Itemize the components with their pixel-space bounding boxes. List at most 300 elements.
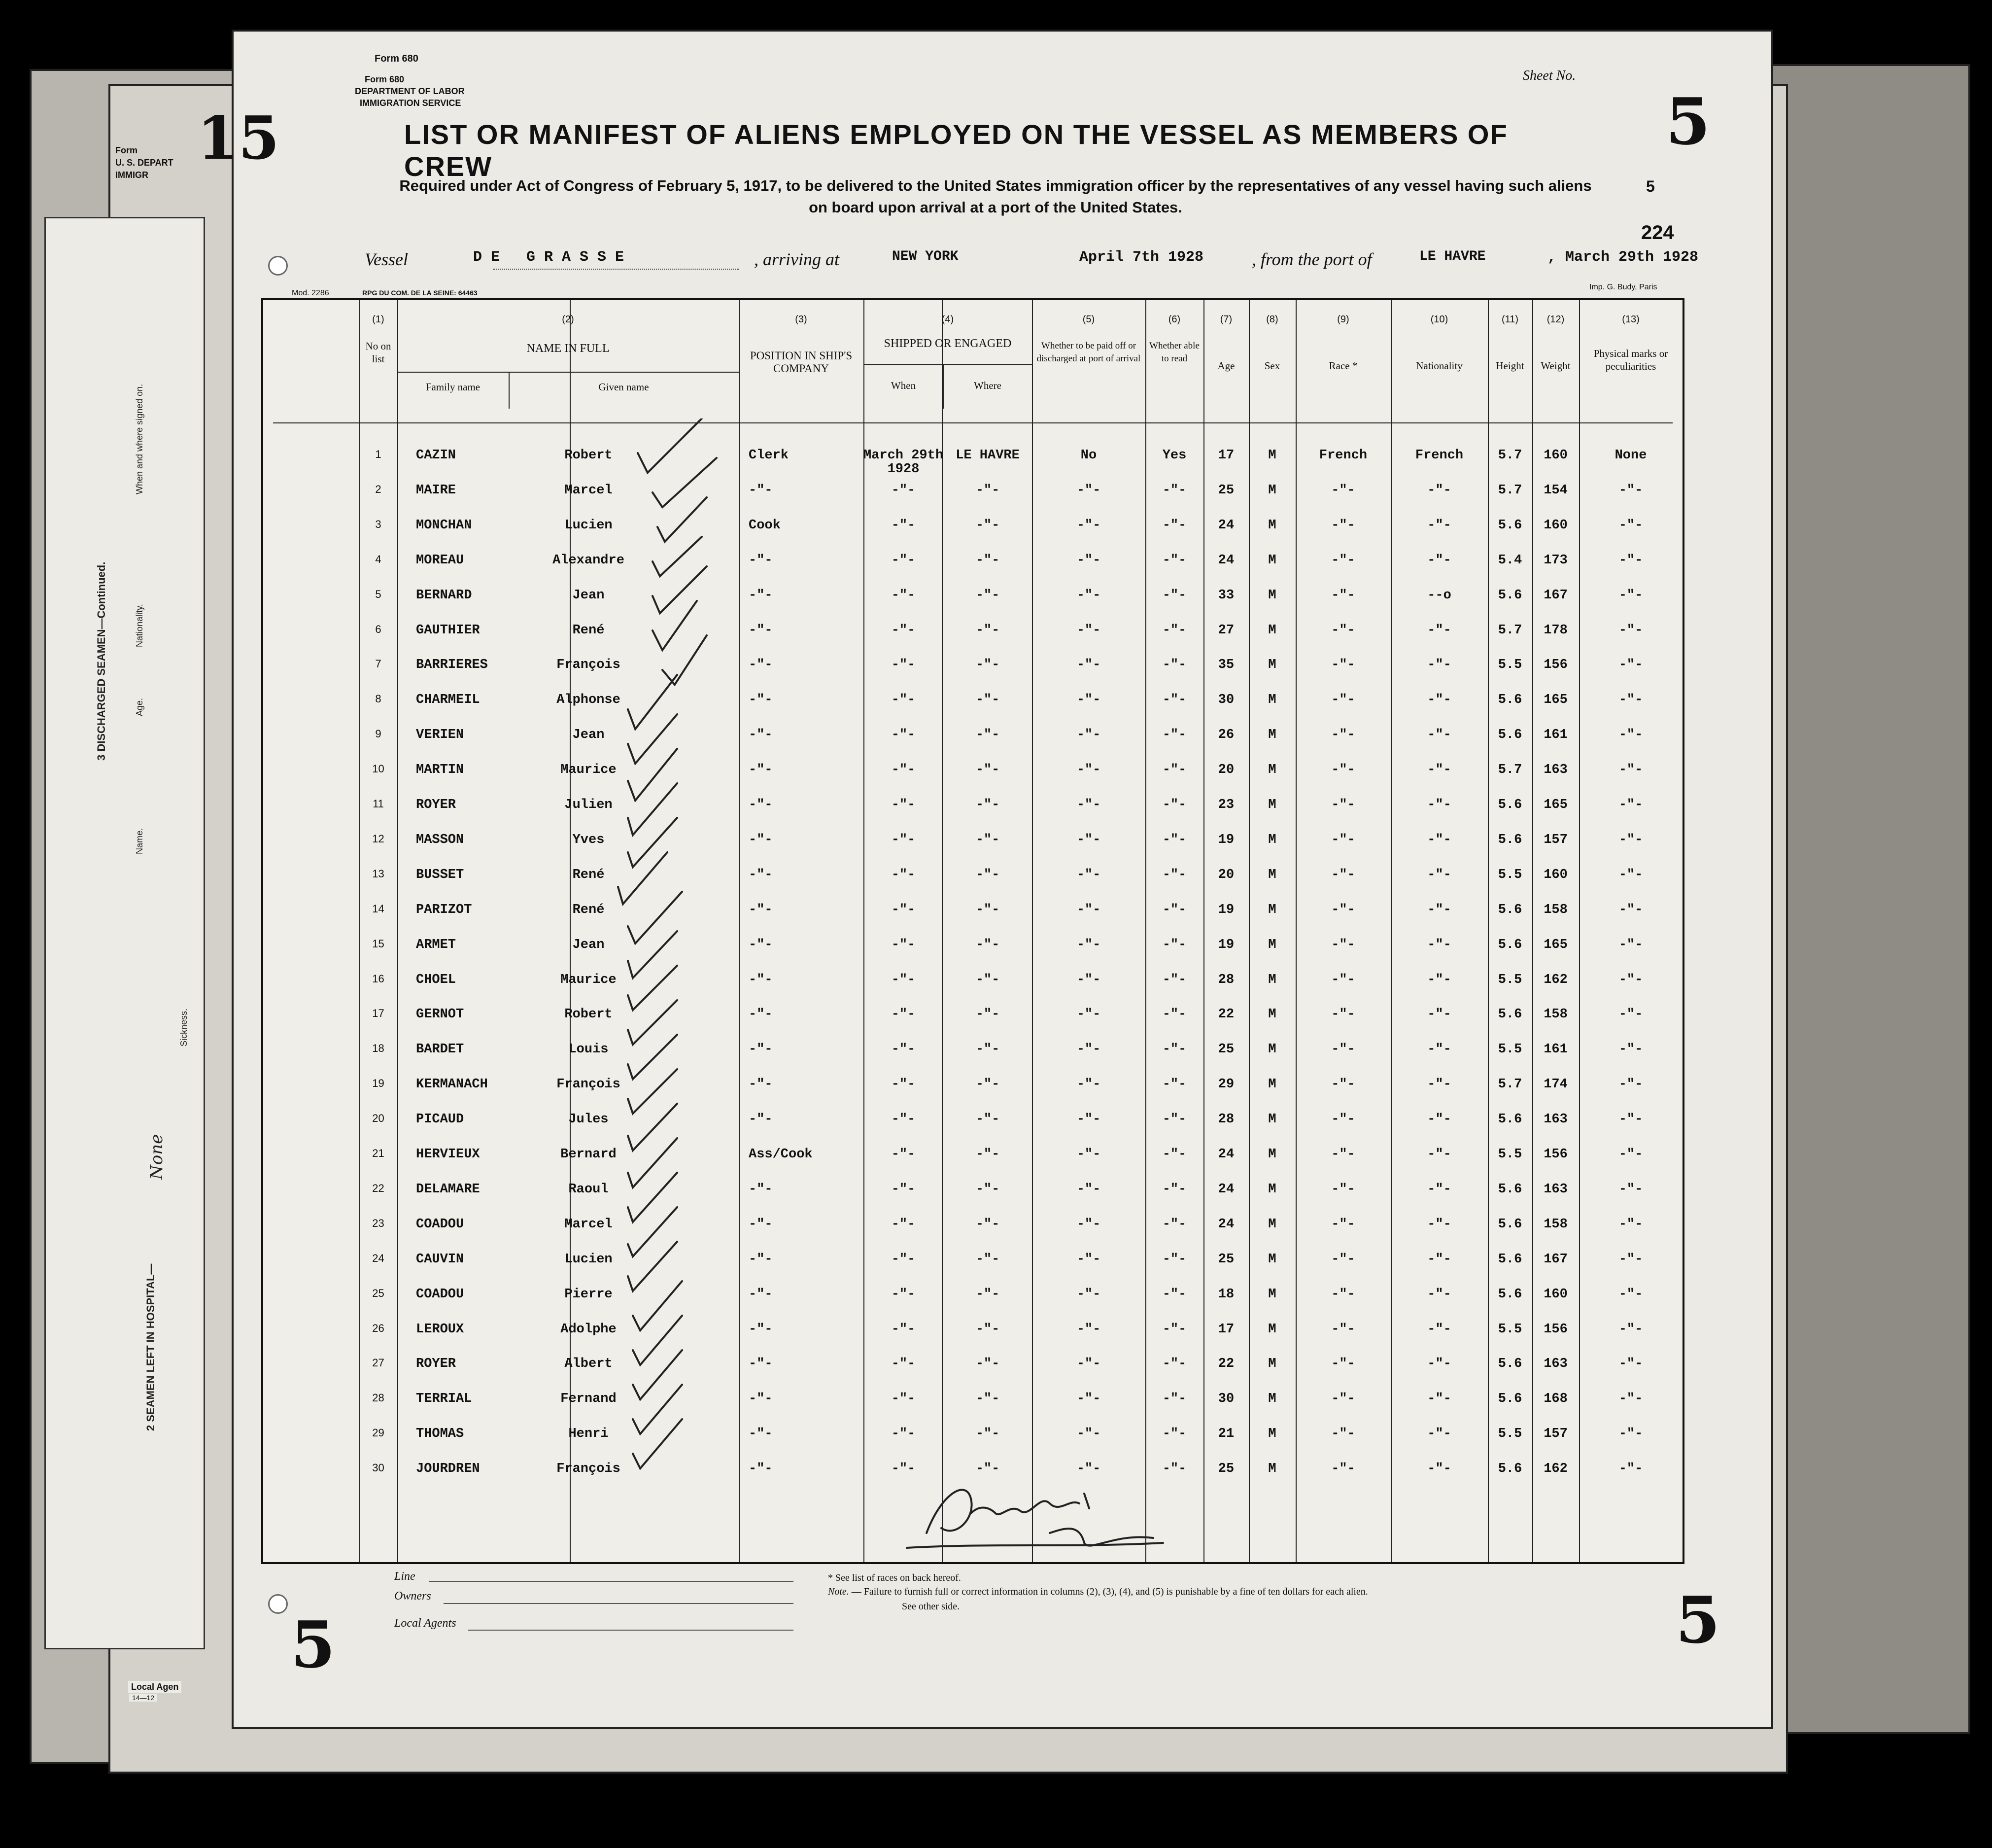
col-head-height: Height — [1496, 360, 1524, 372]
cell-nationality: -"- — [1427, 1112, 1451, 1127]
cell-age: 25 — [1218, 483, 1235, 498]
cell-race: -"- — [1331, 1077, 1355, 1092]
cell-where: -"- — [975, 902, 1000, 917]
cell-age: 29 — [1218, 1077, 1235, 1092]
cell-read: -"- — [1162, 972, 1187, 987]
cell-nationality: -"- — [1427, 1217, 1451, 1232]
cell-height: 5.6 — [1498, 728, 1522, 743]
cell-when: -"- — [891, 728, 916, 743]
cell-read: -"- — [1162, 1357, 1187, 1372]
cell-read: -"- — [1162, 518, 1187, 533]
cell-family: JOURDREN — [416, 1462, 480, 1477]
cell-family: MAIRE — [416, 483, 456, 498]
cell-given: Julien — [564, 798, 613, 812]
cell-marks: -"- — [1618, 1427, 1643, 1442]
cell-position: Clerk — [749, 448, 789, 463]
cell-no: 18 — [372, 1042, 384, 1055]
stamp-number-topleft: 15 — [197, 104, 279, 173]
cell-race: -"- — [1331, 972, 1355, 987]
col-num-5: (5) — [1082, 314, 1095, 325]
cell-nationality: French — [1415, 448, 1464, 463]
cell-sex: M — [1268, 1392, 1276, 1407]
cell-family: CAZIN — [416, 448, 456, 463]
cell-when: -"- — [891, 1322, 916, 1337]
cell-sex: M — [1268, 448, 1276, 463]
cell-no: 15 — [372, 937, 384, 950]
cell-nationality: -"- — [1427, 483, 1451, 498]
cell-given: Jean — [572, 728, 605, 743]
cell-position: -"- — [749, 588, 773, 603]
cell-no: 9 — [375, 728, 381, 740]
cell-marks: -"- — [1618, 1462, 1643, 1477]
cell-where: -"- — [975, 658, 1000, 673]
cell-nationality: -"- — [1427, 1182, 1451, 1197]
cell-where: -"- — [975, 1357, 1000, 1372]
cell-when: -"- — [891, 693, 916, 708]
cell-read: -"- — [1162, 798, 1187, 812]
cell-when: -"- — [891, 623, 916, 638]
races-note: * See list of races on back hereof. — [828, 1572, 961, 1583]
cell-no: 19 — [372, 1077, 384, 1090]
cell-paid: -"- — [1076, 902, 1101, 917]
cell-weight: 165 — [1544, 693, 1568, 708]
cell-marks: -"- — [1618, 588, 1643, 603]
cell-marks: -"- — [1618, 832, 1643, 847]
cell-family: HERVIEUX — [416, 1147, 480, 1162]
cell-race: -"- — [1331, 1392, 1355, 1407]
cell-read: Yes — [1162, 448, 1187, 463]
line-label: Line — [394, 1570, 415, 1583]
col-num-12: (12) — [1546, 314, 1565, 325]
col-head-age: Age — [1217, 360, 1235, 372]
cell-read: -"- — [1162, 693, 1187, 708]
cell-height: 5.4 — [1498, 553, 1522, 568]
penalty-note — [828, 1585, 1368, 1598]
cell-age: 18 — [1218, 1287, 1235, 1302]
cell-when: -"- — [891, 1392, 916, 1407]
cell-where: LE HAVRE — [956, 448, 1020, 463]
cell-family: MONCHAN — [416, 518, 472, 533]
cell-no: 7 — [375, 658, 381, 670]
cell-where: -"- — [975, 972, 1000, 987]
cell-marks: -"- — [1618, 1322, 1643, 1337]
cell-race: -"- — [1331, 1217, 1355, 1232]
col-head-shipped: SHIPPED OR ENGAGED — [884, 337, 1012, 350]
cell-read: -"- — [1162, 763, 1187, 778]
cell-race: -"- — [1331, 483, 1355, 498]
cell-where: -"- — [975, 588, 1000, 603]
cell-paid: -"- — [1076, 1427, 1101, 1442]
cell-marks: -"- — [1618, 693, 1643, 708]
cell-height: 5.5 — [1498, 1322, 1522, 1337]
cell-where: -"- — [975, 518, 1000, 533]
cell-height: 5.6 — [1498, 1287, 1522, 1302]
cell-position: -"- — [749, 798, 773, 812]
cell-weight: 163 — [1544, 1112, 1568, 1127]
cell-family: ARMET — [416, 937, 456, 952]
col-head-read: Whether able to read — [1149, 341, 1200, 364]
cell-read: -"- — [1162, 832, 1187, 847]
cell-family: LEROUX — [416, 1322, 464, 1337]
cell-weight: 161 — [1544, 1042, 1568, 1057]
cell-read: -"- — [1162, 1287, 1187, 1302]
cell-no: 27 — [372, 1357, 384, 1369]
cell-position: -"- — [749, 623, 773, 638]
under-service-label: IMMIGR — [115, 170, 148, 180]
cell-when: -"- — [891, 1252, 916, 1267]
cell-family: ROYER — [416, 798, 456, 812]
cell-given: Marcel — [564, 1217, 613, 1232]
cell-family: BUSSET — [416, 867, 464, 882]
owners-rule — [444, 1603, 793, 1604]
vessel-label: Vessel — [365, 249, 408, 269]
cell-weight: 165 — [1544, 798, 1568, 812]
cell-marks: -"- — [1618, 1147, 1643, 1162]
cell-height: 5.6 — [1498, 1112, 1522, 1127]
cell-given: Albert — [564, 1357, 613, 1372]
departure-date: , March 29th 1928 — [1547, 249, 1699, 266]
cell-age: 24 — [1218, 1147, 1235, 1162]
under-form-label: Form — [115, 145, 137, 155]
cell-when: -"- — [891, 1217, 916, 1232]
cell-nationality: -"- — [1427, 658, 1451, 673]
cell-when: -"- — [891, 832, 916, 847]
cell-position: -"- — [749, 1392, 773, 1407]
cell-nationality: -"- — [1427, 693, 1451, 708]
cell-nationality: -"- — [1427, 1287, 1451, 1302]
cell-position: Ass/Cook — [749, 1147, 813, 1162]
cell-where: -"- — [975, 553, 1000, 568]
col-head-weight: Weight — [1541, 360, 1571, 372]
cell-marks: -"- — [1618, 937, 1643, 952]
cell-where: -"- — [975, 1217, 1000, 1232]
cell-family: GERNOT — [416, 1007, 464, 1022]
cell-no: 30 — [372, 1462, 384, 1474]
cell-read: -"- — [1162, 1112, 1187, 1127]
cell-nationality: -"- — [1427, 518, 1451, 533]
cell-paid: -"- — [1076, 1182, 1101, 1197]
cell-sex: M — [1268, 832, 1276, 847]
cell-nationality: -"- — [1427, 1427, 1451, 1442]
sheet-no-label: Sheet No. — [1523, 68, 1576, 83]
cell-height: 5.6 — [1498, 518, 1522, 533]
cell-age: 25 — [1218, 1462, 1235, 1477]
cell-paid: -"- — [1076, 1217, 1101, 1232]
cell-nationality: -"- — [1427, 972, 1451, 987]
cell-read: -"- — [1162, 1182, 1187, 1197]
cell-read: -"- — [1162, 658, 1187, 673]
cell-sex: M — [1268, 483, 1276, 498]
cell-height: 5.6 — [1498, 902, 1522, 917]
cell-no: 22 — [372, 1182, 384, 1194]
cell-paid: -"- — [1076, 1077, 1101, 1092]
cell-height: 5.5 — [1498, 1147, 1522, 1162]
cell-when: March 29th — [863, 448, 944, 463]
cell-nationality: -"- — [1427, 763, 1451, 778]
cell-nationality: -"- — [1427, 1392, 1451, 1407]
cell-sex: M — [1268, 1217, 1276, 1232]
cell-weight: 163 — [1544, 1357, 1568, 1372]
service-label: IMMIGRATION SERVICE — [360, 98, 461, 108]
cell-height: 5.6 — [1498, 798, 1522, 812]
cell-age: 17 — [1218, 1322, 1235, 1337]
cell-height: 5.5 — [1498, 867, 1522, 882]
cell-position: -"- — [749, 902, 773, 917]
cell-weight: 158 — [1544, 902, 1568, 917]
cell-paid: -"- — [1076, 798, 1101, 812]
cell-race: -"- — [1331, 1007, 1355, 1022]
local-agents-label: Local Agents — [394, 1617, 456, 1630]
cell-when: -"- — [891, 658, 916, 673]
arrival-port: NEW YORK — [892, 249, 959, 264]
cell-given: Bernard — [560, 1147, 617, 1162]
checkmarks — [559, 418, 805, 1626]
cell-where: -"- — [975, 1112, 1000, 1127]
cell-age: 21 — [1218, 1427, 1235, 1442]
cell-read: -"- — [1162, 1217, 1187, 1232]
cell-no: 29 — [372, 1427, 384, 1439]
cell-no: 11 — [373, 798, 384, 810]
cell-nationality: -"- — [1427, 798, 1451, 812]
cell-race: -"- — [1331, 1462, 1355, 1477]
cell-age: 23 — [1218, 798, 1235, 812]
cell-no: 10 — [372, 763, 384, 775]
arriving-label: , arriving at — [754, 249, 840, 269]
cell-position: -"- — [749, 1252, 773, 1267]
cell-sex: M — [1268, 1042, 1276, 1057]
cell-position: -"- — [749, 1427, 773, 1442]
cell-no: 8 — [375, 693, 381, 705]
cell-sex: M — [1268, 588, 1276, 603]
note-label: Note. — [828, 1586, 849, 1597]
cell-sex: M — [1268, 1007, 1276, 1022]
cell-position: -"- — [749, 832, 773, 847]
cell-nationality: -"- — [1427, 937, 1451, 952]
cell-race: -"- — [1331, 937, 1355, 952]
cell-where: -"- — [975, 728, 1000, 743]
cell-paid: -"- — [1076, 658, 1101, 673]
cell-height: 5.7 — [1498, 623, 1522, 638]
cell-paid: No — [1080, 448, 1097, 463]
cell-weight: 158 — [1544, 1217, 1568, 1232]
sheet-number-small: 5 — [1646, 177, 1655, 195]
cell-nationality: -"- — [1427, 1252, 1451, 1267]
cell-weight: 178 — [1544, 623, 1568, 638]
cell-paid: -"- — [1076, 1357, 1101, 1372]
cell-read: -"- — [1162, 1322, 1187, 1337]
cell-age: 19 — [1218, 902, 1235, 917]
cell-where: -"- — [975, 1077, 1000, 1092]
department-label: DEPARTMENT OF LABOR — [355, 86, 465, 96]
cell-nationality: -"- — [1427, 1042, 1451, 1057]
cell-paid: -"- — [1076, 867, 1101, 882]
cell-nationality: -"- — [1427, 1462, 1451, 1477]
cell-marks: -"- — [1618, 763, 1643, 778]
side-nationality: Nationality. — [135, 604, 144, 647]
cell-read: -"- — [1162, 553, 1187, 568]
cell-paid: -"- — [1076, 588, 1101, 603]
cell-weight: 154 — [1544, 483, 1568, 498]
cell-when: -"- — [891, 1112, 916, 1127]
cell-where: -"- — [975, 1147, 1000, 1162]
cell-paid: -"- — [1076, 937, 1101, 952]
cell-paid: -"- — [1076, 1462, 1101, 1477]
col-num-2: (2) — [562, 314, 574, 325]
cell-no: 16 — [372, 972, 384, 985]
cell-age: 19 — [1218, 937, 1235, 952]
cell-weight: 162 — [1544, 1462, 1568, 1477]
cell-height: 5.5 — [1498, 972, 1522, 987]
cell-when: -"- — [891, 1287, 916, 1302]
cell-marks: -"- — [1618, 902, 1643, 917]
cell-position: -"- — [749, 1007, 773, 1022]
cell-no: 21 — [372, 1147, 384, 1159]
side-sheet — [44, 217, 205, 1649]
cell-height: 5.6 — [1498, 1182, 1522, 1197]
cell-no: 3 — [375, 518, 381, 530]
cell-given: François — [556, 1462, 620, 1477]
cell-height: 5.6 — [1498, 937, 1522, 952]
cell-marks: -"- — [1618, 1357, 1643, 1372]
cell-no: 5 — [375, 588, 381, 600]
cell-given: Henri — [568, 1427, 609, 1442]
cell-family: GAUTHIER — [416, 623, 480, 638]
col-num-4: (4) — [941, 314, 954, 325]
cell-weight: 160 — [1544, 1287, 1568, 1302]
inspector-signature — [897, 1474, 1173, 1558]
col-head-position: POSITION IN SHIP'S COMPANY — [750, 349, 853, 375]
cell-family: MASSON — [416, 832, 464, 847]
cell-no: 25 — [372, 1287, 384, 1299]
cell-height: 5.7 — [1498, 763, 1522, 778]
cell-paid: -"- — [1076, 623, 1101, 638]
cell-race: -"- — [1331, 902, 1355, 917]
cell-read: -"- — [1162, 728, 1187, 743]
cell-given: René — [572, 623, 605, 638]
cell-nationality: -"- — [1427, 902, 1451, 917]
cell-race: -"- — [1331, 1147, 1355, 1162]
cell-nationality: --o — [1427, 588, 1451, 603]
cell-paid: -"- — [1076, 1007, 1101, 1022]
cell-given: Lucien — [564, 518, 613, 533]
cell-weight: 162 — [1544, 972, 1568, 987]
form-number: Form 680 — [375, 53, 418, 64]
cell-given: Maurice — [560, 763, 617, 778]
cell-height: 5.5 — [1498, 1042, 1522, 1057]
cell-height: 5.6 — [1498, 1252, 1522, 1267]
cell-no: 17 — [372, 1007, 384, 1020]
cell-race: -"- — [1331, 1112, 1355, 1127]
cell-given: François — [556, 1077, 620, 1092]
cell-weight: 167 — [1544, 1252, 1568, 1267]
cell-marks: -"- — [1618, 1287, 1643, 1302]
cell-race: -"- — [1331, 1252, 1355, 1267]
cell-weight: 160 — [1544, 518, 1568, 533]
cell-family: CHOEL — [416, 972, 456, 987]
cell-where: -"- — [975, 1007, 1000, 1022]
cell-no: 26 — [372, 1322, 384, 1334]
cell-race: -"- — [1331, 1322, 1355, 1337]
cell-marks: None — [1614, 448, 1647, 463]
cell-read: -"- — [1162, 1252, 1187, 1267]
subtitle-line-1: Required under Act of Congress of February 5, 1917, to be delivered to the United States immigration officer by the representatives of any vessel having such aliens — [399, 177, 1592, 194]
col-num-7: (7) — [1220, 314, 1233, 325]
cell-weight: 168 — [1544, 1392, 1568, 1407]
cell-nationality: -"- — [1427, 728, 1451, 743]
cell-no: 2 — [375, 483, 381, 495]
col-head-no: No on list — [365, 340, 391, 365]
cell-position: -"- — [749, 867, 773, 882]
cell-height: 5.6 — [1498, 1007, 1522, 1022]
under-dept-label: U. S. DEPART — [115, 158, 173, 168]
col-head-sex: Sex — [1264, 360, 1280, 372]
cell-family: THOMAS — [416, 1427, 464, 1442]
cell-sex: M — [1268, 623, 1276, 638]
cell-when: -"- — [891, 798, 916, 812]
cell-when: -"- — [891, 902, 916, 917]
cell-weight: 165 — [1544, 937, 1568, 952]
cell-family: PICAUD — [416, 1112, 464, 1127]
cell-sex: M — [1268, 553, 1276, 568]
cell-height: 5.7 — [1498, 448, 1522, 463]
side-name: Name. — [135, 828, 144, 854]
cell-position: -"- — [749, 1077, 773, 1092]
col-num-11: (11) — [1501, 314, 1519, 325]
discharged-heading: 3 DISCHARGED SEAMEN—Continued. — [95, 561, 107, 761]
cell-when: -"- — [891, 1427, 916, 1442]
cell-given: Fernand — [560, 1392, 617, 1407]
form-number-2: Form 680 — [365, 74, 405, 84]
cell-age: 24 — [1218, 553, 1235, 568]
cell-weight: 160 — [1544, 448, 1568, 463]
cell-marks: -"- — [1618, 1392, 1643, 1407]
cell-race: -"- — [1331, 553, 1355, 568]
cell-paid: -"- — [1076, 518, 1101, 533]
cell-given: Robert — [564, 1007, 613, 1022]
cell-race: -"- — [1331, 658, 1355, 673]
cell-paid: -"- — [1076, 1147, 1101, 1162]
cell-family: CAUVIN — [416, 1252, 464, 1267]
cell-read: -"- — [1162, 1042, 1187, 1057]
cell-age: 20 — [1218, 763, 1235, 778]
cell-race: -"- — [1331, 518, 1355, 533]
cell-when: -"- — [891, 1462, 916, 1477]
cell-height: 5.6 — [1498, 693, 1522, 708]
cell-when: -"- — [891, 1357, 916, 1372]
cell-when: -"- — [891, 518, 916, 533]
cell-read: -"- — [1162, 1077, 1187, 1092]
col-head-race: Race * — [1329, 360, 1358, 372]
cell-read: -"- — [1162, 867, 1187, 882]
cell-where: -"- — [975, 623, 1000, 638]
agents-rule — [468, 1630, 793, 1631]
cell-age: 19 — [1218, 832, 1235, 847]
cell-nationality: -"- — [1427, 832, 1451, 847]
cell-height: 5.7 — [1498, 1077, 1522, 1092]
cell-family: BARRIERES — [416, 658, 488, 673]
cell-race: -"- — [1331, 763, 1355, 778]
vessel-underline — [493, 269, 739, 271]
cell-weight: 173 — [1544, 553, 1568, 568]
cell-given: Marcel — [564, 483, 613, 498]
cell-height: 5.6 — [1498, 1462, 1522, 1477]
cell-given: François — [556, 658, 620, 673]
cell-read: -"- — [1162, 902, 1187, 917]
cell-paid: -"- — [1076, 483, 1101, 498]
cell-position: -"- — [749, 693, 773, 708]
cell-nationality: -"- — [1427, 1077, 1451, 1092]
cell-marks: -"- — [1618, 867, 1643, 882]
